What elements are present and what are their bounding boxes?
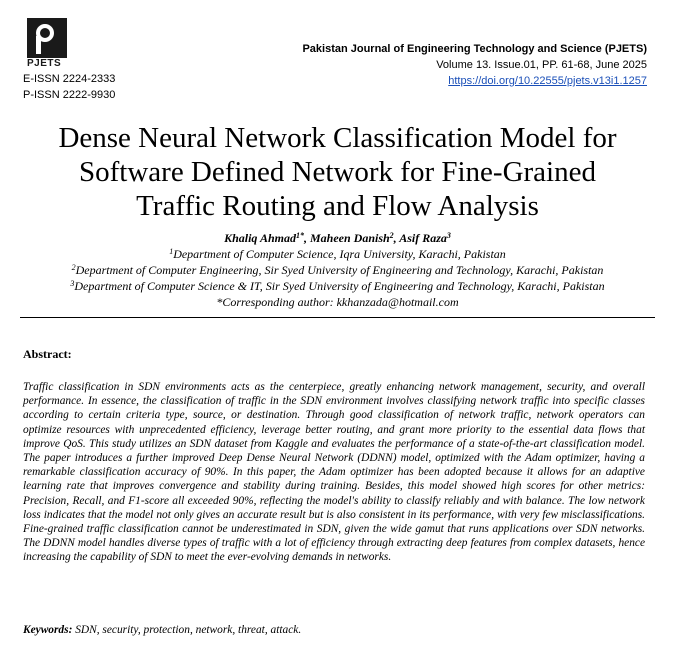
divider (20, 317, 655, 318)
corresponding-author: *Corresponding author: kkhanzada@hotmail.com (216, 295, 459, 309)
title-line: Traffic Routing and Flow Analysis (136, 190, 539, 222)
author-name: Maheen Danish (309, 231, 390, 245)
affiliation: $^1$Department of Computer Science, Iqra University, Karachi, Pakistan (169, 247, 506, 261)
author-list: Khaliq Ahmad$^{1*}$, Maheen Danish$^2$, Asif Raza$^3$ (224, 231, 451, 245)
journal-name: Pakistan Journal of Engineering Technology and Science (PJETS) (302, 43, 647, 55)
keywords-label: Keywords: (23, 624, 73, 636)
author-sup: 2 (389, 231, 394, 240)
journal-info (302, 41, 647, 89)
author-sup: 3 (446, 231, 451, 240)
title-line: Software Defined Network for Fine-Grained (79, 156, 596, 188)
p-issn: P-ISSN 2222-9930 (23, 89, 116, 101)
affiliation: $^2$Department of Computer Engineering, Sir Syed University of Engineering and Technology, Karachi, Pakistan (71, 263, 604, 277)
journal-logo (27, 18, 67, 68)
abstract-heading: Abstract: (23, 347, 72, 361)
keywords (23, 624, 301, 636)
abstract-text: Traffic classification in SDN environments acts as the centerpiece, greatly enhancing network management, security, and overall performance. In essence, the classification of traffic in the SDN environment involves classifying network traffic into specific classes according to certain criteria type, source, or destination. Through good classification of network traffic, network operators can optimize resources with unprecedented efficiency, leverage better routing, and grant more priority to the essential data flows that improve QoS. This study utilizes an SDN dataset from Kaggle and evaluates the performance of a state-of-the-art classification model. The paper introduces a further improved Deep Dense Neural Network (DDNN) model, optimized with the Adam optimizer, having a remarkable classification accuracy of 90%. In this paper, the Adam optimizer has been adopted because it allows for an adaptive learning rate that improves convergence and stability during training. Besides, this model showed high scores for other metrics: Precision, Recall, and F1-score all exceeded 90%, reflecting the model's ability to classify reliably and with balance. The low network loss indicates that the model not only gives an accurate result but is also consistent in its performance, with very few misclassifications. Fine-grained traffic classification cannot be underestimated in SDN, given the wide gamut that runs applications over SDN networks. The DDNN model handles diverse types of traffic with a lot of efficiency through extracting deep features from complex datasets, hence increasing the capability of SDN to meet the ever-evolving demands in networks. (23, 381, 645, 564)
author-name: Asif Raza (399, 231, 447, 245)
journal-volume: Volume 13. Issue.01, PP. 61-68, June 2025 (436, 59, 647, 71)
keywords-text: SDN, security, protection, network, threat, attack. (72, 624, 302, 636)
doi-link[interactable]: https://doi.org/10.22555/pjets.v13i1.1257 (448, 75, 647, 87)
e-issn: E-ISSN 2224-2333 (23, 73, 116, 85)
logo-text: PJETS (27, 58, 62, 69)
title-line: Dense Neural Network Classification Model for (58, 122, 617, 154)
author-name: Khaliq Ahmad (224, 231, 296, 245)
paper-title (0, 121, 675, 223)
author-sup: 1* (295, 231, 304, 240)
logo-mark-icon (27, 18, 67, 58)
affiliation: $^3$Department of Computer Science & IT, Sir Syed University of Engineering and Technology, Karachi, Pakistan (70, 279, 605, 293)
